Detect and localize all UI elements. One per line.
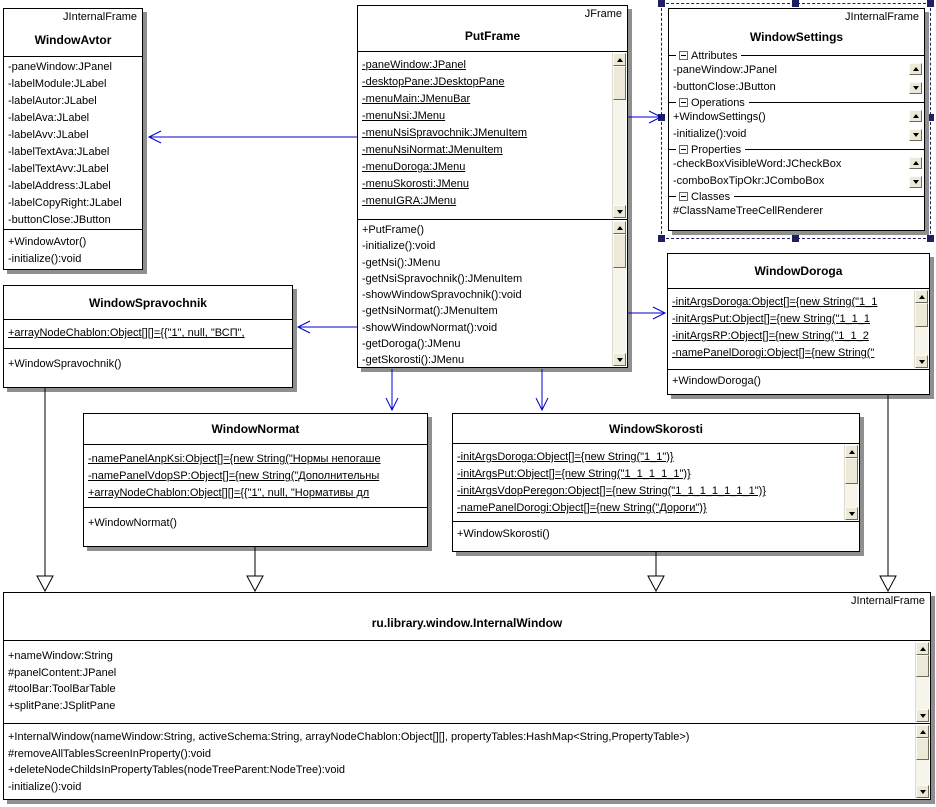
selection-handle-top-left[interactable] (658, 0, 665, 7)
method: -getNsi():JMenu (362, 256, 441, 269)
selection-handle-mid-right[interactable] (927, 114, 934, 121)
attribute: -buttonClose:JButton (8, 214, 111, 226)
class-window-skorosti[interactable] (452, 413, 860, 552)
method: -getDoroga():JMenu (362, 338, 461, 351)
selection-handle-top-center[interactable] (792, 0, 799, 7)
scroll-down-icon (919, 360, 925, 364)
section-label: Properties (691, 143, 742, 156)
scroll-up-button[interactable] (613, 53, 626, 66)
divider (749, 102, 924, 103)
divider (669, 196, 676, 197)
attribute: #panelContent:JPanel (8, 666, 117, 679)
method: +deleteNodeChildsInPropertyTables(nodeTreeParent:NodeTree):void (8, 764, 346, 776)
scroll-down-button[interactable] (909, 82, 922, 94)
attribute: -menuIGRA:JMenu (362, 195, 457, 207)
section-classes (669, 190, 924, 220)
stereotype-label: JInternalFrame (845, 11, 919, 23)
scroll-down-icon (913, 133, 919, 137)
scrollbar-track[interactable] (916, 677, 929, 709)
scroll-down-button[interactable] (915, 355, 928, 368)
method: +WindowSpravochnik() (8, 358, 122, 370)
divider (741, 55, 924, 56)
scrollbar-thumb[interactable] (613, 234, 626, 268)
scroll-down-icon (849, 512, 855, 516)
attribute: -paneWindow:JPanel (362, 59, 466, 71)
attribute: -initArgsDoroga:Object[]={new String("1_1 (672, 296, 878, 308)
method: -initialize():void (8, 780, 82, 793)
scroll-up-button[interactable] (845, 445, 858, 458)
scroll-down-button[interactable] (613, 353, 626, 366)
class-internal-window[interactable] (3, 592, 931, 800)
section-attributes (669, 49, 924, 96)
selection-handle-bottom-center[interactable] (792, 235, 799, 242)
class-header (4, 9, 142, 56)
class-window-doroga[interactable] (667, 253, 930, 395)
attribute: -paneWindow:JPanel (8, 61, 112, 73)
scroll-up-button[interactable] (909, 63, 922, 75)
class-name: PutFrame (464, 29, 521, 43)
attribute: -labelAutor:JLabel (8, 95, 97, 107)
attribute: -checkBoxVisibleWord:JCheckBox (673, 158, 842, 170)
attribute: -desktopPane:JDesktopPane (362, 76, 505, 88)
method: -initialize():void (8, 253, 82, 265)
attribute: -labelAvv:JLabel (8, 129, 89, 141)
class-put-frame[interactable] (357, 5, 628, 368)
section-header (669, 96, 924, 109)
scrollbar-thumb[interactable] (613, 66, 626, 100)
vertical-scrollbar[interactable] (914, 290, 928, 368)
attribute: -initArgsVdopPeregon:Object[]={new String("1_1_1_1_1_1_1")} (457, 485, 766, 497)
association-putframe-to-windowskorosti[interactable] (536, 369, 548, 410)
method: +InternalWindow(nameWindow:String, activeSchema:String, arrayNodeChablon:Object[][], propertyTables:HashMap<String,PropertyTable>) (8, 731, 690, 743)
scroll-up-button[interactable] (909, 157, 922, 169)
method: -getNsiSpravochnik():JMenuItem (362, 272, 523, 285)
scroll-down-button[interactable] (613, 205, 626, 218)
scroll-up-button[interactable] (916, 642, 929, 655)
methods-compartment (668, 369, 929, 394)
class-window-spravochnik[interactable] (3, 285, 293, 388)
vertical-scrollbar[interactable] (915, 725, 929, 798)
attribute: -menuNsiNormat:JMenuItem (362, 144, 503, 156)
attribute: -labelTextAvv:JLabel (8, 163, 109, 175)
attribute: -initArgsDoroga:Object[]={new String("1_1")} (457, 451, 674, 463)
class-name: WindowAvtor (34, 33, 112, 47)
attribute: -namePanelDorogi:Object[]={new String(" (672, 347, 875, 359)
collapse-icon[interactable] (679, 145, 688, 154)
vertical-scrollbar[interactable] (844, 445, 858, 520)
section-header (669, 49, 924, 62)
scroll-down-button[interactable] (909, 129, 922, 141)
scrollbar-track[interactable] (916, 760, 929, 785)
attributes-compartment (4, 56, 142, 229)
scroll-down-button[interactable] (916, 785, 929, 798)
method: +WindowSettings() (673, 111, 766, 123)
collapse-icon[interactable] (679, 51, 688, 60)
attribute: -labelModule:JLabel (8, 78, 107, 90)
attributes-compartment (453, 443, 859, 521)
attribute: -namePanelVdopSP:Object[]={new String("Дополнительны (88, 470, 380, 482)
method: #removeAllTablesScreenInProperty():void (8, 747, 211, 760)
scroll-up-icon (920, 730, 926, 734)
attribute: +nameWindow:String (8, 650, 113, 662)
scrollbar-track[interactable] (915, 327, 928, 355)
scroll-up-icon (913, 67, 919, 71)
methods-compartment (4, 723, 930, 799)
inheritance-arrowhead (37, 576, 53, 591)
methods-compartment (84, 507, 427, 546)
association-putframe-to-windowdoroga[interactable] (628, 307, 665, 319)
divider (669, 102, 676, 103)
attributes-compartment (668, 288, 929, 369)
scroll-down-icon (920, 790, 926, 794)
scroll-up-icon (913, 161, 919, 165)
class-window-normat[interactable] (83, 413, 428, 547)
attribute: +arrayNodeChablon:Object[][]={{"1", null, "ВСП", (8, 327, 245, 339)
stereotype-label: JInternalFrame (851, 595, 925, 607)
inner-class: #ClassNameTreeCellRenderer (673, 205, 823, 217)
divider (734, 196, 924, 197)
divider (745, 149, 924, 150)
section-properties (669, 143, 924, 190)
class-name: WindowDoroga (754, 264, 843, 278)
attributes-compartment (4, 319, 292, 348)
scrollbar-track[interactable] (845, 484, 858, 507)
class-header (4, 286, 292, 319)
attribute: -menuNsi:JMenu (362, 110, 446, 122)
attribute: -menuMain:JMenuBar (362, 93, 471, 105)
method: +PutFrame() (362, 224, 425, 236)
method: +WindowAvtor() (8, 236, 87, 248)
scrollbar-thumb[interactable] (915, 303, 928, 327)
method: +WindowNormat() (88, 517, 177, 529)
scroll-down-icon (617, 210, 623, 214)
attribute: -namePanelAnpKsi:Object[]={new String("Нормы непогаше (88, 453, 381, 465)
attribute: -labelAva:JLabel (8, 112, 90, 124)
scroll-up-icon (919, 295, 925, 299)
attribute: -comboBoxTipOkr:JComboBox (673, 175, 825, 187)
methods-compartment (4, 229, 142, 269)
vertical-scrollbar[interactable] (909, 63, 922, 94)
attribute: -labelTextAva:JLabel (8, 146, 110, 158)
class-header (453, 414, 859, 443)
class-header (358, 6, 627, 51)
scroll-down-button[interactable] (916, 709, 929, 722)
class-name: WindowSettings (749, 30, 844, 44)
inheritance-arrowhead (880, 576, 896, 591)
attributes-compartment (358, 51, 627, 219)
attribute: #toolBar:ToolBarTable (8, 683, 116, 695)
scroll-down-icon (617, 358, 623, 362)
attribute: +arrayNodeChablon:Object[][]={{"1", null, "Нормативы дл (88, 487, 370, 499)
section-operations (669, 96, 924, 143)
class-name: ru.library.window.InternalWindow (371, 616, 563, 630)
attributes-compartment (4, 640, 930, 723)
scroll-down-icon (920, 714, 926, 718)
attribute: -initArgsPut:Object[]={new String("1_1_1 (672, 313, 871, 325)
scroll-down-icon (913, 180, 919, 184)
stereotype-label: JInternalFrame (63, 11, 137, 23)
scroll-down-button[interactable] (909, 176, 922, 188)
method: +WindowSkorosti() (457, 528, 550, 540)
scrollbar-thumb[interactable] (916, 738, 929, 760)
method: -showWindowNormat():void (362, 321, 498, 334)
class-header (668, 254, 929, 288)
scroll-up-button[interactable] (916, 725, 929, 738)
selection-handle-bottom-left[interactable] (658, 235, 665, 242)
class-window-settings[interactable] (668, 8, 925, 231)
scrollbar-thumb[interactable] (845, 458, 858, 484)
section-header (669, 190, 924, 203)
method: -initialize():void (362, 240, 436, 253)
class-name: WindowSpravochnik (89, 295, 207, 310)
class-header (84, 414, 427, 444)
scrollbar-track[interactable] (613, 100, 626, 205)
scroll-up-button[interactable] (613, 221, 626, 234)
attribute: -initArgsRP:Object[]={new String("1_1_2 (672, 330, 869, 342)
method: -getNsiNormat():JMenuItem (362, 305, 498, 318)
scroll-up-icon (920, 647, 926, 651)
inheritance-arrowhead (648, 576, 664, 591)
section-label: Classes (691, 190, 731, 203)
scroll-up-icon (849, 450, 855, 454)
vertical-scrollbar[interactable] (612, 53, 626, 218)
methods-compartment (358, 219, 627, 367)
scroll-down-icon (913, 86, 919, 90)
attribute: -menuDoroga:JMenu (362, 161, 466, 173)
methods-compartment (453, 521, 859, 551)
attribute: -buttonClose:JButton (673, 81, 776, 93)
scrollbar-track[interactable] (613, 268, 626, 353)
vertical-scrollbar[interactable] (612, 221, 626, 366)
attributes-compartment (84, 444, 427, 507)
stereotype-label: JFrame (584, 8, 622, 20)
methods-compartment (4, 348, 292, 387)
section-label: Operations (691, 96, 745, 109)
scroll-down-button[interactable] (845, 507, 858, 520)
vertical-scrollbar[interactable] (909, 157, 922, 188)
attribute: -labelAddress:JLabel (8, 180, 111, 192)
selection-handle-mid-left[interactable] (658, 114, 665, 121)
selection-handle-bottom-right[interactable] (927, 235, 934, 242)
attribute: -menuSkorosti:JMenu (362, 178, 469, 190)
vertical-scrollbar[interactable] (915, 642, 929, 722)
method: -showWindowSpravochnik():void (362, 289, 522, 302)
scroll-up-icon (617, 226, 623, 230)
scrollbar-thumb[interactable] (916, 655, 929, 677)
scroll-up-button[interactable] (909, 110, 922, 122)
divider (669, 55, 676, 56)
association-putframe-to-windowspravochnik[interactable] (298, 321, 357, 333)
divider (669, 149, 676, 150)
attribute: -namePanelDorogi:Object[]={new String("Дороги")} (457, 502, 707, 514)
association-putframe-to-windowsettings[interactable] (628, 111, 661, 123)
attribute: -paneWindow:JPanel (673, 64, 777, 76)
attribute: -labelCopyRight:JLabel (8, 197, 122, 209)
method: +WindowDoroga() (672, 375, 761, 387)
class-name: WindowSkorosti (609, 421, 703, 436)
class-window-avtor[interactable] (3, 8, 143, 270)
association-putframe-to-windowavtor[interactable] (149, 131, 357, 143)
collapse-icon[interactable] (679, 192, 688, 201)
scroll-up-icon (617, 58, 623, 62)
attribute: -menuNsiSpravochnik:JMenuItem (362, 127, 528, 139)
association-putframe-to-windownormat[interactable] (386, 369, 398, 410)
class-header (669, 9, 924, 49)
class-header (4, 593, 930, 640)
section-header (669, 143, 924, 156)
class-name: WindowNormat (211, 422, 300, 436)
inheritance-arrowhead (247, 576, 263, 591)
method: -initialize():void (673, 128, 747, 140)
attribute: -initArgsPut:Object[]={new String("1_1_1_1_1")} (457, 468, 691, 480)
section-label: Attributes (691, 49, 738, 62)
selection-handle-top-right[interactable] (927, 0, 934, 7)
vertical-scrollbar[interactable] (909, 110, 922, 141)
scroll-up-icon (913, 114, 919, 118)
method: -getSkorosti():JMenu (362, 354, 465, 367)
scroll-up-button[interactable] (915, 290, 928, 303)
collapse-icon[interactable] (679, 98, 688, 107)
attribute: +splitPane:JSplitPane (8, 699, 116, 712)
